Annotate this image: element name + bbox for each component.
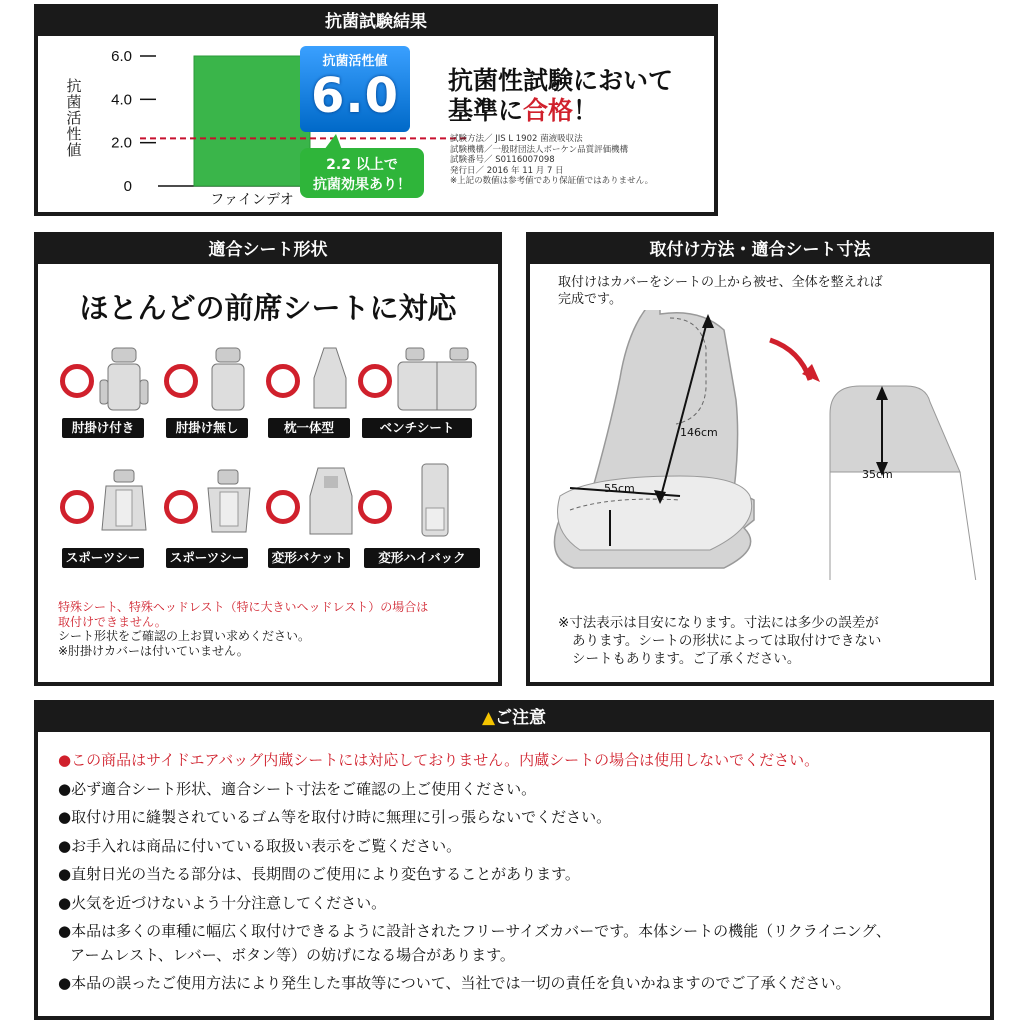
seat-integrated-headrest-icon — [304, 346, 358, 416]
x-category-label: ファインデオ — [210, 192, 294, 208]
sport-seat-icon — [202, 468, 256, 540]
y-tick-label: 4.0 — [111, 91, 132, 109]
seat-label: 肘掛け付き — [62, 418, 144, 438]
headline-suffix: ！ — [573, 96, 599, 125]
seat-label: スポーツシート — [166, 548, 248, 568]
ok-circle-icon — [164, 490, 198, 524]
test-headline — [448, 66, 673, 126]
seat-label: 枕一体型 — [268, 418, 350, 438]
width-dimension: 55cm — [604, 482, 635, 495]
note-line: あります。シートの形状によっては取付けできない — [572, 633, 882, 649]
threshold-callout — [300, 148, 424, 198]
bucket-seat-icon — [304, 464, 358, 540]
y-axis-label: 抗 菌 活 性 値 — [66, 77, 82, 159]
detail-line: 発行日／ 2016 年 11 月 7 日 — [450, 165, 564, 176]
caution-item: ●火気を近づけないよう十分注意してください。 — [58, 894, 387, 912]
caution-item: ●必ず適合シート形状、適合シート寸法をご確認の上ご使用ください。 — [58, 780, 537, 798]
headline-pass: 合格 — [523, 96, 574, 125]
y-tick-label: 2.0 — [111, 134, 132, 152]
ok-circle-icon — [358, 364, 392, 398]
installation-panel — [526, 232, 994, 686]
antibacterial-value-badge — [300, 46, 410, 132]
caution-item: ●この商品はサイドエアバッグ内蔵シートには対応しておりません。内蔵シートの場合は使用しないでください。 — [58, 751, 820, 769]
caution-item: ●お手入れは商品に付いている取扱い表示をご覧ください。 — [58, 837, 462, 855]
seats-headline: ほとんどの前席シートに対応 — [79, 291, 457, 325]
note-red: 特殊シート、特殊ヘッドレスト（特に大きいヘッドレスト）の場合は — [58, 600, 429, 614]
ok-circle-icon — [266, 490, 300, 524]
seat-label: ベンチシート — [362, 418, 472, 438]
bar — [194, 56, 310, 186]
badge-title: 抗菌活性値 — [322, 54, 388, 69]
detail-line: 試験機構／一般財団法人ボーケン品質評価機構 — [450, 144, 629, 155]
desc-line: 完成です。 — [558, 292, 622, 307]
detail-line: 試験方法／ JIS L 1902 菌液吸収法 — [450, 134, 583, 144]
caution-item: ●本品は多くの車種に幅広く取付けできるように設計されたフリーサイズカバーです。本体シートの機能（リクライニング、 — [58, 922, 891, 940]
note: ※肘掛けカバーは付いていません。 — [58, 643, 249, 658]
badge-value: 6.0 — [310, 68, 400, 124]
test-details — [450, 134, 653, 187]
antibacterial-test-panel — [34, 4, 718, 216]
desc-line: 取付けはカバーをシートの上から被せ、全体を整えれば — [558, 275, 883, 290]
headline-line-1: 抗菌性試験において — [448, 66, 674, 95]
install-description — [558, 274, 883, 308]
caution-header — [38, 704, 990, 732]
seat-label: スポーツシート — [62, 548, 144, 568]
height-dimension: 146cm — [680, 426, 718, 439]
y-tick-label: 0 — [123, 178, 132, 195]
seat-bench-icon — [394, 346, 480, 416]
ok-circle-icon — [60, 490, 94, 524]
detail-line: 試験番号／ S0116007098 — [450, 155, 555, 165]
seat-cover-diagram — [540, 310, 980, 580]
note-line: ※寸法表示は目安になります。寸法には多少の誤差が — [558, 615, 879, 631]
high-back-seat-icon — [410, 462, 464, 540]
caution-item: アームレスト、レバー、ボタン等）の妨げになる場合があります。 — [70, 946, 515, 964]
caution-panel — [34, 700, 994, 1020]
y-tick-label: 6.0 — [111, 48, 132, 65]
headline-prefix: 基準に — [448, 96, 524, 125]
callout-pointer — [324, 134, 344, 150]
sport-seat-icon — [98, 468, 152, 540]
headrest-dimension: 35cm — [862, 468, 893, 481]
seat-label: 変形ハイバック — [364, 548, 480, 568]
seat-label: 変形バケット — [268, 548, 350, 568]
seat-armrest-icon — [98, 346, 152, 416]
caution-title: ご注意 — [495, 708, 547, 728]
compatible-seats-panel — [34, 232, 502, 686]
note-line: シートもあります。ご了承ください。 — [572, 651, 801, 667]
caution-item: ●本品の誤ったご使用方法により発生した事故等について、当社では一切の責任を負いかねますのでご了承ください。 — [58, 974, 851, 992]
panel-title: 抗菌試験結果 — [38, 8, 714, 36]
detail-line: ※上記の数値は参考値であり保証値ではありません。 — [450, 176, 654, 186]
ok-circle-icon — [266, 364, 300, 398]
ok-circle-icon — [60, 364, 94, 398]
note-red: 取付けできません。 — [58, 614, 167, 629]
callout-line-2: 抗菌効果あり！ — [313, 177, 411, 193]
caution-item: ●取付け用に縫製されているゴム等を取付け時に無理に引っ張らないでください。 — [58, 808, 612, 826]
seat-notes — [58, 600, 428, 658]
caution-item: ●直射日光の当たる部分は、長期間のご使用により変色することがあります。 — [58, 865, 580, 883]
headline-line-2 — [448, 96, 673, 126]
ok-circle-icon — [164, 364, 198, 398]
callout-line-1: 2.2 以上で — [326, 157, 398, 173]
warning-icon: ▲ — [481, 708, 496, 728]
panel-title: 適合シート形状 — [38, 236, 498, 264]
note: シート形状をご確認の上お買い求めください。 — [58, 629, 311, 643]
panel-title: 取付け方法・適合シート寸法 — [530, 236, 990, 264]
seat-label: 肘掛け無し — [166, 418, 248, 438]
install-notes — [558, 614, 881, 668]
seat-no-armrest-icon — [202, 346, 256, 416]
ok-circle-icon — [358, 490, 392, 524]
